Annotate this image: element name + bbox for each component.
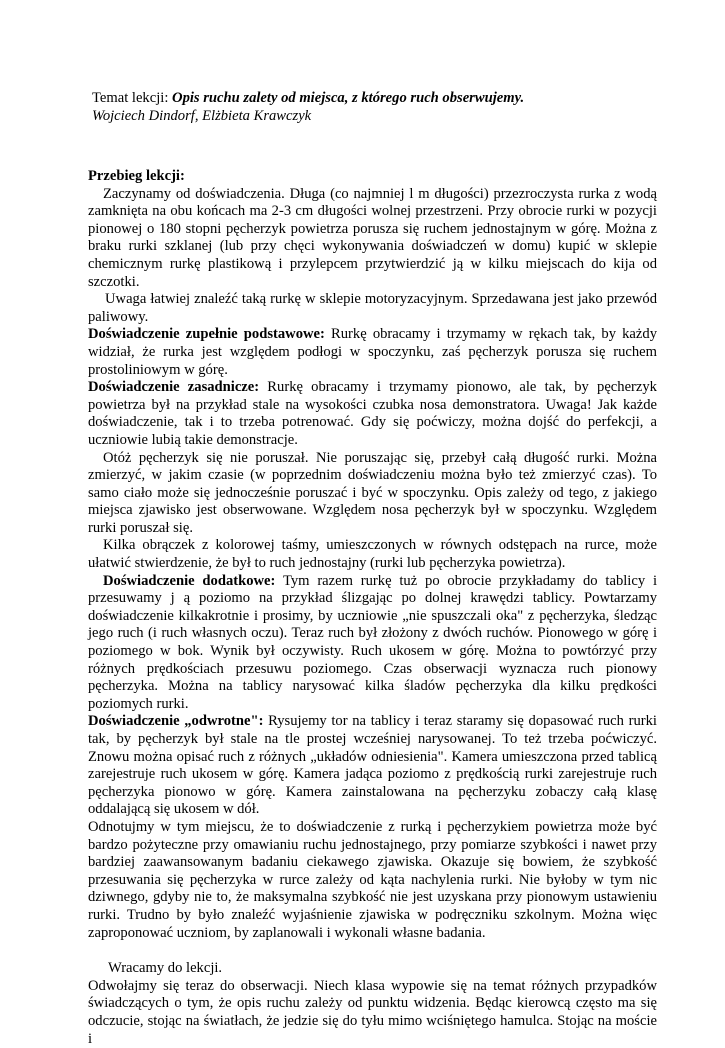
paragraph: Doświadczenie dodatkowe: Tym razem rurkę tuż po obrocie przykładamy do tablicy i przesuwamy j ą poziomo na przykład ślizgając po dolnej krawędzi tablicy. Powtarzamy doświadczenie kilkakrotnie i prosimy, by uczniowie „nie spuszczali oka" z pęcherzyka, śledząc jego ruch (i ruch własnych oczu). Teraz ruch był złożony z dwóch ruchów. Pionowego w górę i poziomego w bok. Wynik był oczywisty. Ruch ukosem w górę. Można to powtórzyć przy różnych prędkościach przesuwu poziomego. Czas obserwacji wyznacza ruch pionowy pęcherzyka. Można na tablicy narysować kilka śladów pęcherzyka dla kilku prędkości poziomych rurki. [88, 572, 657, 712]
paragraph: Otóż pęcherzyk się nie poruszał. Nie poruszając się, przebył całą długość rurki. Można zmierzyć, w jakim czasie (w poprzednim doświadczeniu można było też zmierzyć czas). To samo ciało może się jednocześnie poruszać i być w spoczynku. Opis zależy od tego, z jakiego miejsca zjawisko jest obserwowane. Względem nosa pęcherzyk był w spoczynku. Względem rurki poruszał się. [88, 449, 657, 536]
authors: Wojciech Dindorf, Elżbieta Krawczyk [92, 108, 312, 124]
paragraph: Kilka obrączek z kolorowej taśmy, umieszczonych w równych odstępach na rurce, może ułatwić stwierdzenie, że był to ruch jednostajny (rurki lub pęcherzyka powietrza). [88, 537, 657, 572]
paragraph: Odnotujmy w tym miejscu, że to doświadczenie z rurką i pęcherzykiem powietrza może być bardzo pożyteczne przy omawianiu ruchu jednostajnego, przy pomiarze szybkości i nawet przy bardziej zaawansowanym badaniu ciekawego zjawiska. Okazuje się bowiem, że szybkość przesuwania się pęcherzyka w rurce zależy od kąta nachylenia rurki. Nie byłoby w tym nic dziwnego, gdyby nie to, że maksymalna szybkość nie jest uzyskana przy pionowym ustawieniu rurki. Trudno by było znaleźć wyjaśnienie zjawiska w podręczniku szkolnym. Można więc zaproponować uczniom, by zaplanowali i wykonali własne badania. [88, 818, 657, 941]
lesson-content [88, 168, 657, 1048]
paragraph: Doświadczenie zupełnie podstawowe: Rurkę obracamy i trzymamy w rękach tak, by każdy widział, że rurka jest względem podłogi w spoczynku, zaś pęcherzyk porusza się ruchem prostoliniowym w górę. [88, 326, 657, 378]
paragraph: Odwołajmy się teraz do obserwacji. Niech klasa wypowie się na temat różnych przypadków świadczących o tym, że opis ruchu zależy od punktu widzenia. Będąc kierowcą często ma się odczucie, stojąc na światłach, że jedzie się do tyłu mimo wciśniętego hamulca. Stojąc na moście i [88, 977, 657, 1047]
paragraph: Uwaga łatwiej znaleźć taką rurkę w sklepie motoryzacyjnym. Sprzedawana jest jako przewód paliwowy. [88, 291, 657, 325]
paragraph: Wracamy do lekcji. [108, 960, 223, 977]
lesson-topic [92, 89, 692, 107]
paragraph: Doświadczenie „odwrotne": Rysujemy tor na tablicy i teraz staramy się dopasować ruch rurki tak, by pęcherzyk był stale na tle prostej wcześniej narysowanej. To też trzeba poćwiczyć. Znowu można opisać ruch z różnych „układów odniesienia". Kamera umieszczona przed tablicą zarejestruje ruch ukosem w górę. Kamera jadąca poziomo z prędkością rurki zarejestruje ruch pęcherzyka pionowo w górę. Kamera zainstalowana na pęcherzyku zobaczy całą klasę oddalającą się ukosem w dół. [88, 713, 657, 818]
paragraph: Doświadczenie zasadnicze: Rurkę obracamy i trzymamy pionowo, ale tak, by pęcherzyk powietrza był na przykład stale na wysokości czubka nosa demonstratora. Uwaga! Jak każde doświadczenie, tak i to trzeba potrenować. Gdy się poćwiczy, można dojść do perfekcji, a uczniowie lubią takie demonstracje. [88, 379, 657, 448]
paragraph: Zaczynamy od doświadczenia. Długa (co najmniej l m długości) przezroczysta rurka z wodą zamknięta na obu końcach ma 2-3 cm długości wolnej przestrzeni. Przy obrocie rurki w pozycji pionowej o 180 stopni pęcherzyk powietrza porusza się ruchem jednostajnym w górę. Można z braku rurki szklanej (lub przy chęci wykonywania doświadczeń w domu) kupić w sklepie chemicznym rurkę plastikową i przylepcem przytwierdzić ją w kilku miejscach do kija od szczotki. [88, 185, 657, 290]
topic-title: Opis ruchu zalety od miejsca, z którego ruch obserwujemy. [172, 90, 525, 106]
section-title: Przebieg lekcji: [88, 168, 185, 184]
lesson-header [92, 89, 692, 125]
paragraph-label: Doświadczenie „odwrotne": [88, 713, 264, 730]
topic-prefix: Temat lekcji: [92, 90, 173, 106]
paragraph-label: Doświadczenie zasadnicze: [88, 379, 260, 396]
paragraph-label: Doświadczenie dodatkowe: [103, 572, 276, 589]
paragraph-label: Doświadczenie zupełnie podstawowe: [88, 326, 325, 343]
